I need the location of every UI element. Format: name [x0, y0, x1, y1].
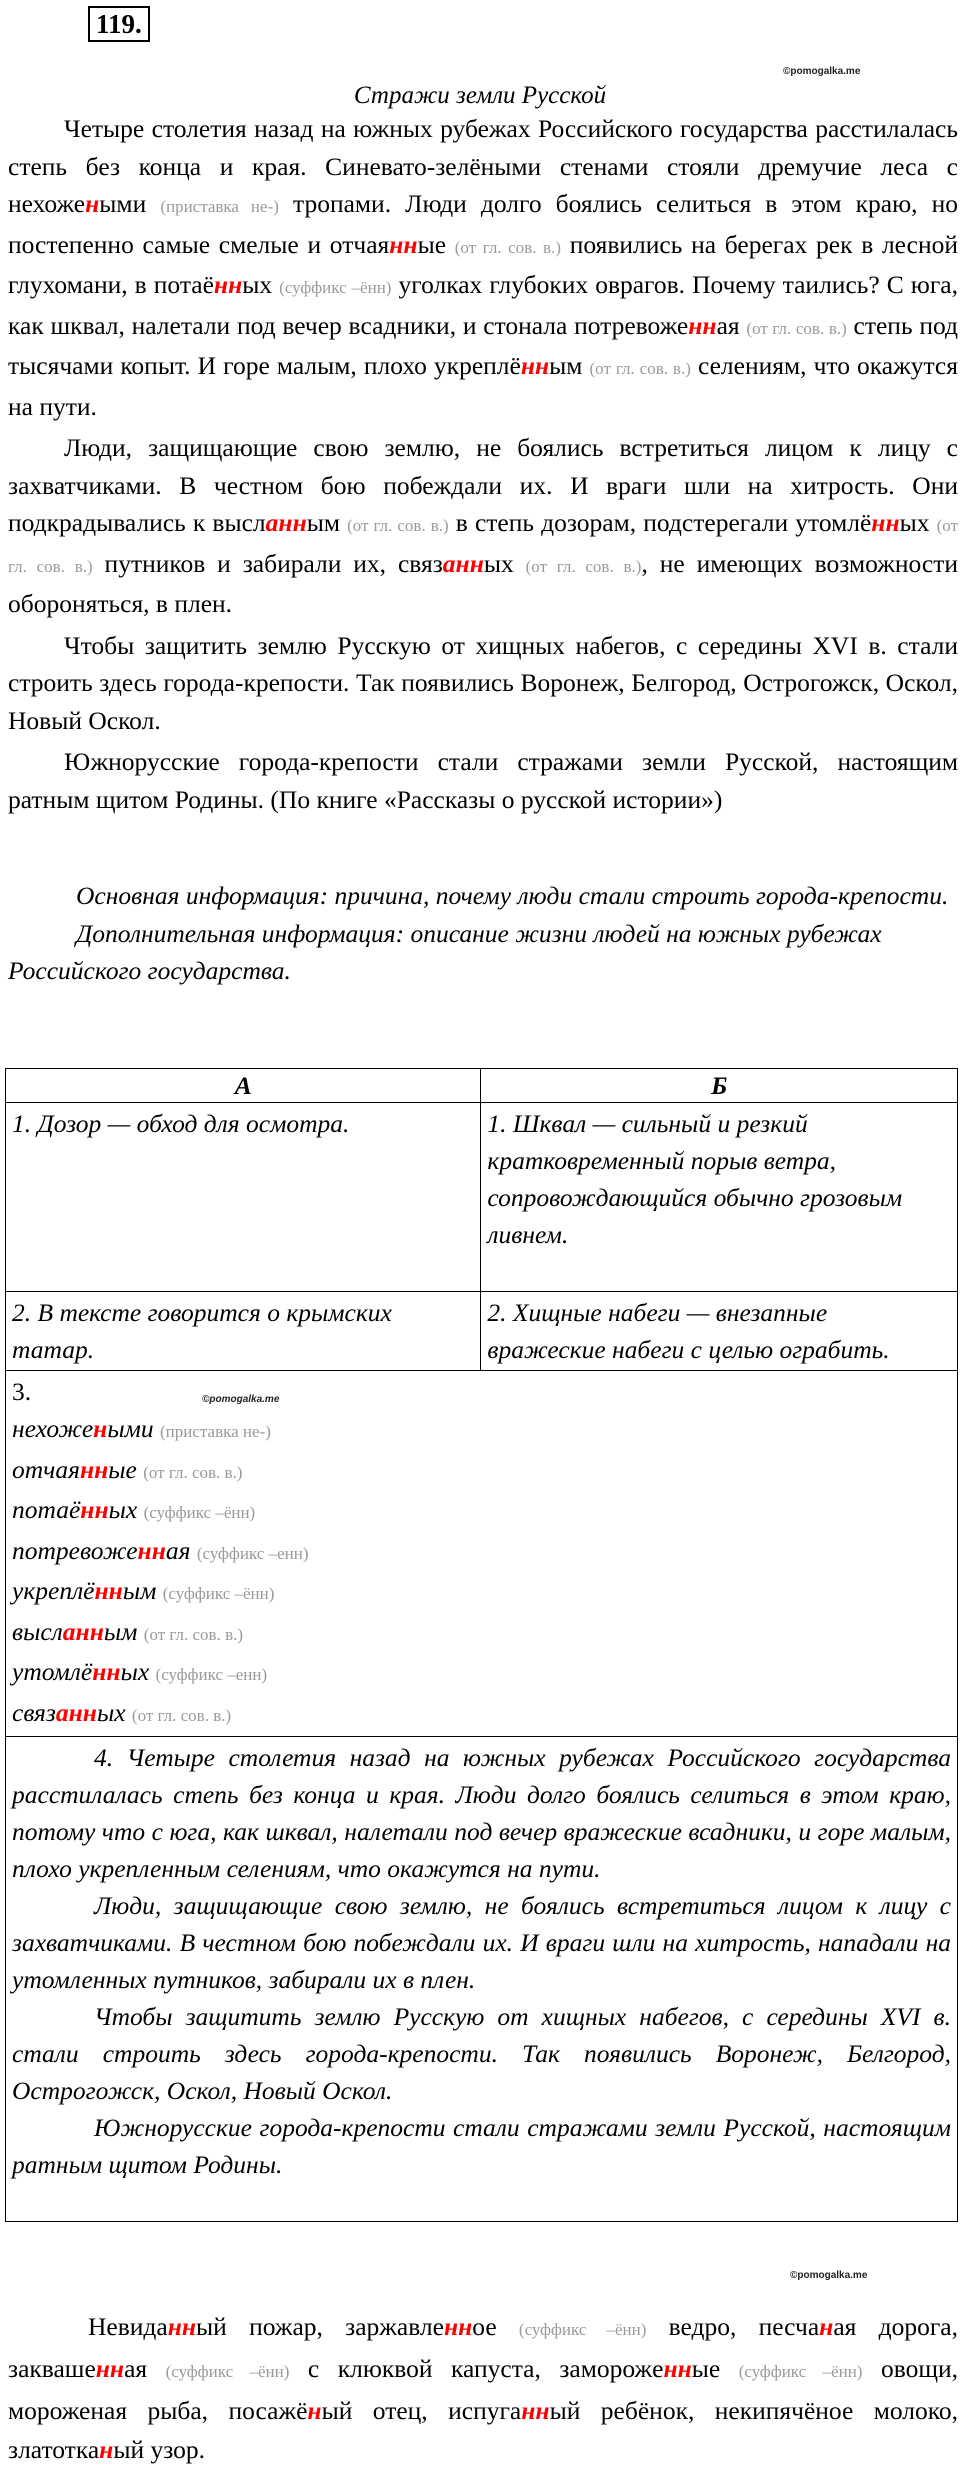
list-item — [12, 1572, 951, 1613]
list-item — [12, 1613, 951, 1654]
highlighted-letters: н — [819, 2312, 834, 2341]
text-run: ведро, песча — [646, 2312, 820, 2341]
text-run: ые — [691, 2354, 739, 2383]
table-row — [6, 1737, 958, 2222]
main-info: Основная информация: причина, почему люди стали строить города-крепости. — [76, 881, 949, 910]
highlighted-letters: нн — [137, 1535, 166, 1565]
story-paragraph — [8, 627, 958, 740]
grammar-note: (приставка не-) — [159, 1422, 271, 1441]
grammar-note: (от гл. сов. в.) — [347, 516, 449, 535]
grammar-note: (от гл. сов. в.) — [454, 237, 561, 257]
grammar-note: (суффикс –ённ) — [165, 2362, 290, 2381]
text-run: , не имеющих возможности обороняться, в плен. — [8, 548, 958, 618]
table-row — [6, 1103, 958, 1292]
text-run: с клюквой капуста, заморожe — [289, 2354, 664, 2383]
highlighted-letters: анн — [62, 1616, 104, 1646]
table-row — [6, 1371, 958, 1737]
grammar-note: (от гл. сов. в.) — [589, 359, 691, 378]
table-header-row — [6, 1069, 958, 1103]
text-run: Люди, защищающие свою землю, не боялись встретиться лицом к лицу с захватчиками. В честном бою побеждали их. И враги шли на хитрость. Они подкрадывались к высл — [8, 433, 958, 537]
grammar-note: (от гл. сов. в.) — [143, 1624, 244, 1644]
text-run: ые — [108, 1454, 144, 1484]
text-run: ым — [103, 1616, 144, 1646]
grammar-note: (от гл. сов. в.) — [131, 1705, 232, 1725]
column-a-header: А — [6, 1069, 481, 1103]
grammar-note: (суффикс –ённ) — [162, 1584, 275, 1603]
text-run: уголках глубоких оврагов. Почему таились? С юга, как шквал, налетали под вечер всадники, и стонала потревоже — [8, 270, 959, 340]
grammar-note: (суффикс –енн) — [196, 1543, 309, 1563]
highlighted-letters: анн — [265, 508, 307, 537]
text-run: ый отец, испуга — [321, 2396, 522, 2425]
item4-paragraph: Южнорусские города-крепости стали стражами земли Русской, настоящим ратным щитом Родины. — [12, 2113, 951, 2179]
cell-b1: 1. Шквал — сильный и резкий кратковременный порыв ветра, сопровождающийся обычно грозовым ливнем. — [481, 1103, 958, 1292]
text-run: появились на берегах рек в лесной глухомани, в потаё — [8, 229, 958, 299]
final-exercise — [8, 2307, 958, 2469]
highlighted-letters: нн — [663, 2354, 692, 2383]
text-run: высл — [12, 1616, 63, 1646]
text-run: тропами. Люди долго боялись селиться в этом краю, но постепенно самые смелые и отчая — [8, 189, 959, 259]
story-paragraph — [8, 429, 958, 623]
list-item — [12, 1491, 951, 1532]
watermark: ©pomogalka.me — [202, 1394, 280, 1405]
highlighted-letters: нн — [521, 2396, 550, 2425]
word-list — [12, 1410, 951, 1734]
text-run: в степь дозорам, подстерегали утомлё — [448, 508, 872, 537]
highlighted-letters: н — [85, 189, 100, 218]
highlighted-letters: н — [307, 2396, 322, 2425]
highlighted-letters: нн — [167, 2312, 197, 2341]
watermark: ©pomogalka.me — [783, 66, 861, 77]
text-run: селениям, что окажутся на пути. — [8, 351, 958, 421]
highlighted-letters: нн — [95, 2354, 125, 2383]
grammar-note: (суффикс –енн) — [155, 1665, 268, 1684]
watermark: ©pomogalka.me — [790, 2270, 868, 2281]
text-run: ых — [242, 270, 280, 299]
table-row — [6, 1292, 958, 1371]
text-run: потаё — [12, 1495, 81, 1524]
text-run: связ — [12, 1697, 56, 1727]
story-title: Стражи земли Русской — [353, 82, 607, 109]
highlighted-letters: нн — [443, 2312, 473, 2341]
info-block — [8, 877, 958, 990]
item4-paragraph: Люди, защищающие свою землю, не боялись встретиться лицом к лицу с захватчиками. В честном бою побеждали их. И враги шли на хитрость, нападали на утомленных путников, забирали их в плен. — [12, 1891, 951, 1994]
cell-b2: 2. Хищные набеги — внезапные вражеские набеги с целью ограбить. — [481, 1292, 958, 1371]
item3-label: 3. — [12, 1377, 32, 1406]
text-run: укреплё — [12, 1576, 95, 1605]
text-run: потревоже — [12, 1535, 138, 1565]
text-run: Чтобы защитить землю Русскую от хищных набегов, с середины XVI в. стали строить здесь города-крепости. Так появились Воронеж, Белгород, Острогожск, Оскол, Новый Оскол. — [8, 630, 958, 735]
cell-a1: 1. Дозор — обход для осмотра. — [6, 1103, 481, 1292]
text-run: ым — [306, 508, 348, 537]
highlighted-letters: нн — [871, 508, 900, 537]
item4-paragraph: Чтобы защитить землю Русскую от хищных набегов, с середины XVI в. стали строить здесь города-крепости. Так появились Воронеж, Белгород, Острогожск, Оскол, Новый Оскол. — [12, 2002, 951, 2105]
text-run: ых — [120, 1657, 156, 1686]
text-run: путников и забирали их, связ — [92, 548, 443, 578]
text-run: утомлё — [12, 1657, 93, 1686]
grammar-note: (приставка не-) — [160, 197, 279, 216]
grammar-note: (от гл. сов. в.) — [143, 1462, 243, 1482]
text-run: ая — [165, 1535, 197, 1565]
grammar-note: (суффикс –ённ) — [143, 1503, 256, 1522]
extra-info: Дополнительная информация: описание жизни людей на южных рубежах Российского государства. — [8, 918, 882, 985]
text-run: ых — [899, 508, 937, 537]
text-run: ым — [549, 351, 590, 380]
text-run: отчая — [12, 1454, 80, 1484]
highlighted-letters: н — [99, 2435, 114, 2464]
text-run: степь под тысячами копыт. И горе малым, плохо укреплё — [8, 310, 958, 380]
text-run: нехоже — [12, 1414, 94, 1443]
text-run: ая — [124, 2354, 166, 2383]
text-run: ым — [122, 1576, 163, 1605]
answer-table — [5, 1068, 958, 2222]
text-run: ые — [417, 229, 455, 259]
highlighted-letters: нн — [80, 1495, 109, 1524]
column-b-header: Б — [481, 1069, 958, 1103]
list-item — [12, 1653, 951, 1694]
text-run: Четыре столетия назад на южных рубежах Российского государства расстилалась степь без конца и края. Синевато-зелёными стенами стояли дремучие леса с нехоже — [8, 114, 958, 218]
cell-a2: 2. В тексте говорится о крымских татар. — [6, 1292, 481, 1371]
grammar-note: (суффикс –ённ) — [518, 2320, 647, 2339]
highlighted-letters: нн — [389, 229, 418, 259]
story-text — [8, 110, 958, 818]
text-run: Южнорусские города-крепости стали стражами земли Русской, настоящим ратным щитом Родины. (По книге «Рассказы о русской истории») — [8, 747, 958, 814]
cell-item4 — [6, 1737, 958, 2222]
text-run: ых — [108, 1495, 144, 1524]
text-run: ыми — [107, 1414, 160, 1443]
story-paragraph — [8, 743, 958, 818]
highlighted-letters: нн — [688, 310, 717, 340]
highlighted-letters: нн — [94, 1576, 123, 1605]
text-run: ая — [716, 310, 747, 340]
text-run: овощи, мороженая рыба, посажё — [8, 2354, 958, 2425]
list-item — [12, 1694, 951, 1735]
item4-paragraph: 4. Четыре столетия назад на южных рубежах Российского государства расстилалась степь без конца и края. Люди долго боялись селиться в этом краю, потому что с юга, как шквал, налетали под вечер вражеские всадники, и горе малым, плохо укрепленным селениям, что окажутся на пути. — [12, 1743, 951, 1883]
highlighted-letters: н — [93, 1414, 108, 1443]
grammar-note: (от гл. сов. в.) — [746, 318, 847, 338]
highlighted-letters: нн — [213, 270, 243, 299]
text-run: Невида — [88, 2312, 168, 2341]
text-run: ых — [96, 1697, 132, 1727]
list-item — [12, 1532, 951, 1573]
grammar-note: (от гл. сов. в.) — [8, 516, 959, 576]
story-paragraph — [8, 110, 958, 425]
text-run: ыми — [99, 189, 161, 218]
highlighted-letters: анн — [55, 1697, 97, 1727]
grammar-note: (от гл. сов. в.) — [525, 556, 642, 576]
list-item — [12, 1451, 951, 1492]
highlighted-letters: нн — [92, 1657, 121, 1686]
text-run: ых — [483, 548, 526, 578]
grammar-note: (суффикс –ённ) — [738, 2362, 863, 2381]
list-item — [12, 1410, 951, 1451]
cell-item3 — [6, 1371, 958, 1737]
text-run: ый ребёнок, некипячёное молоко, златотка — [8, 2396, 958, 2464]
highlighted-letters: анн — [442, 548, 484, 578]
highlighted-letters: нн — [79, 1454, 109, 1484]
text-run: ая дорога, заквашe — [8, 2312, 958, 2383]
final-paragraph — [8, 2307, 958, 2469]
highlighted-letters: нн — [520, 351, 550, 380]
text-run: ое — [472, 2312, 519, 2341]
text-run: ый пожар, заржавле — [196, 2312, 444, 2341]
exercise-number: 119. — [88, 6, 150, 42]
text-run: ый узор. — [113, 2435, 206, 2464]
grammar-note: (суффикс –ённ) — [279, 278, 392, 297]
